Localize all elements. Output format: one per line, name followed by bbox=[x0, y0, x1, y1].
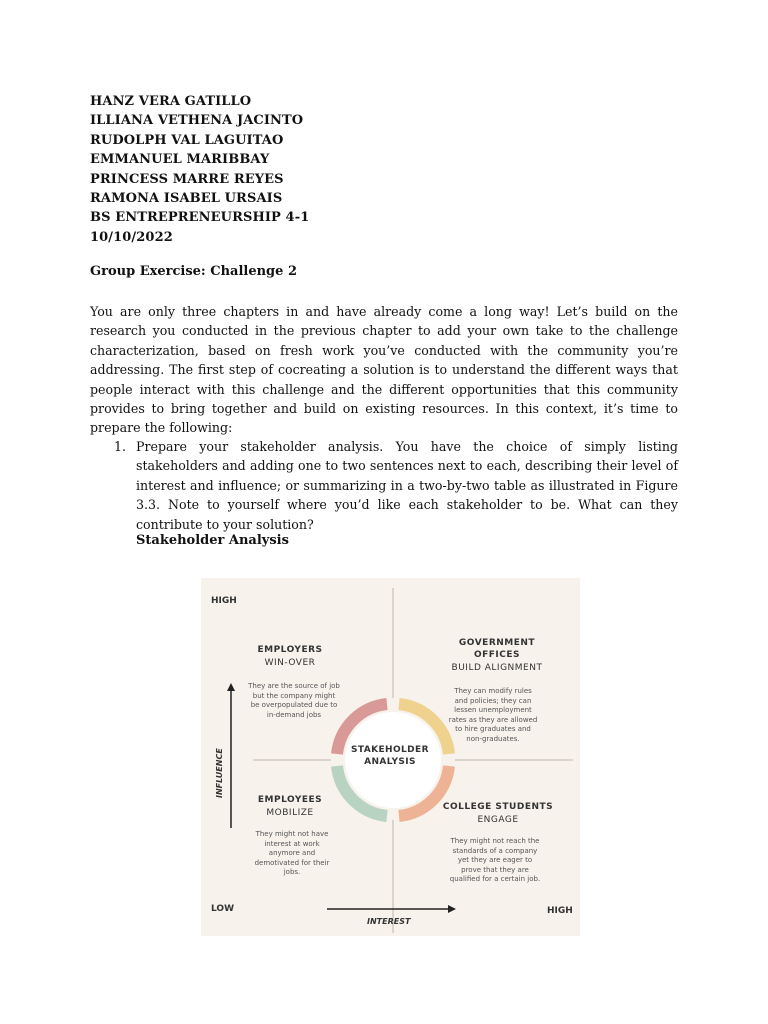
exercise-title: Group Exercise: Challenge 2 bbox=[90, 264, 297, 279]
center-label: STAKEHOLDER ANALYSIS bbox=[351, 745, 429, 767]
quadrant-title: EMPLOYEES bbox=[257, 795, 323, 805]
influence-arrow-head bbox=[227, 683, 235, 691]
date: 10/10/2022 bbox=[90, 229, 173, 245]
stakeholder-analysis-figure bbox=[201, 578, 580, 936]
author-name: PRINCESS MARRE REYES bbox=[90, 171, 284, 187]
axis-high-label: HIGH bbox=[211, 596, 237, 606]
author-name: ILLIANA VETHENA JACINTO bbox=[90, 113, 304, 129]
quadrant-description: They are the source of job but the company might be overpopulated due to in-demand jobs bbox=[248, 682, 340, 719]
quadrant-title: GOVERNMENT OFFICES bbox=[458, 638, 536, 660]
author-name: EMMANUEL MARIBBAY bbox=[90, 152, 270, 168]
axis-low-label: LOW bbox=[211, 904, 234, 914]
list-number: 1. bbox=[114, 439, 127, 454]
interest-arrow-head bbox=[448, 905, 456, 913]
author-block bbox=[90, 92, 309, 247]
quadrant-title: COLLEGE STUDENTS bbox=[442, 802, 554, 812]
axis-high-label: HIGH bbox=[547, 906, 573, 916]
author-name: HANZ VERA GATILLO bbox=[90, 94, 252, 109]
intro-paragraph: You are only three chapters in and have already come a long way! Let’s build on the research you conducted in the previous chapter to add your own take to the challenge characterization, based on fresh work you’ve conducted with the community you’re addressing. The first step of cocreating a solution is to understand the different ways that people interact with this challenge and the different opportunities that this community provides to bring together and build on existing resources. In this context, it’s time to prepare the following: bbox=[90, 304, 678, 436]
quadrant-strategy: ENGAGE bbox=[477, 815, 519, 825]
author-name: RUDOLPH VAL LAGUITAO bbox=[90, 132, 284, 148]
course-section: BS ENTREPRENEURSHIP 4-1 bbox=[90, 210, 310, 226]
quadrant-strategy: WIN-OVER bbox=[264, 658, 316, 668]
quadrant-description: They might not reach the standards of a company yet they are eager to prove that they are qualified for a certain job. bbox=[449, 837, 541, 884]
quadrant-strategy: BUILD ALIGNMENT bbox=[451, 663, 543, 673]
quadrant-strategy: MOBILIZE bbox=[266, 808, 314, 818]
section-heading: Stakeholder Analysis bbox=[136, 533, 289, 548]
quadrant-description: They might not have interest at work anymore and demotivated for their jobs. bbox=[254, 830, 330, 877]
y-axis-label: INFLUENCE bbox=[215, 748, 224, 798]
list-item bbox=[90, 437, 678, 534]
list-text: Prepare your stakeholder analysis. You have the choice of simply listing stakeholders and adding one to two sentences next to each, describing their level of interest and influence; or summarizing in a two-by-two table as illustrated in Figure 3.3. Note to yourself where you’d like each stakeholder to be. What can they contribute to your solution? bbox=[136, 439, 678, 532]
quadrant-title: EMPLOYERS bbox=[257, 645, 323, 655]
author-name: RAMONA ISABEL URSAIS bbox=[90, 191, 283, 207]
quadrant-description: They can modify rules and policies; they can lessen unemployment rates as they are allowed to hire graduates and non-graduates. bbox=[448, 687, 538, 743]
x-axis-label: INTEREST bbox=[367, 917, 411, 926]
